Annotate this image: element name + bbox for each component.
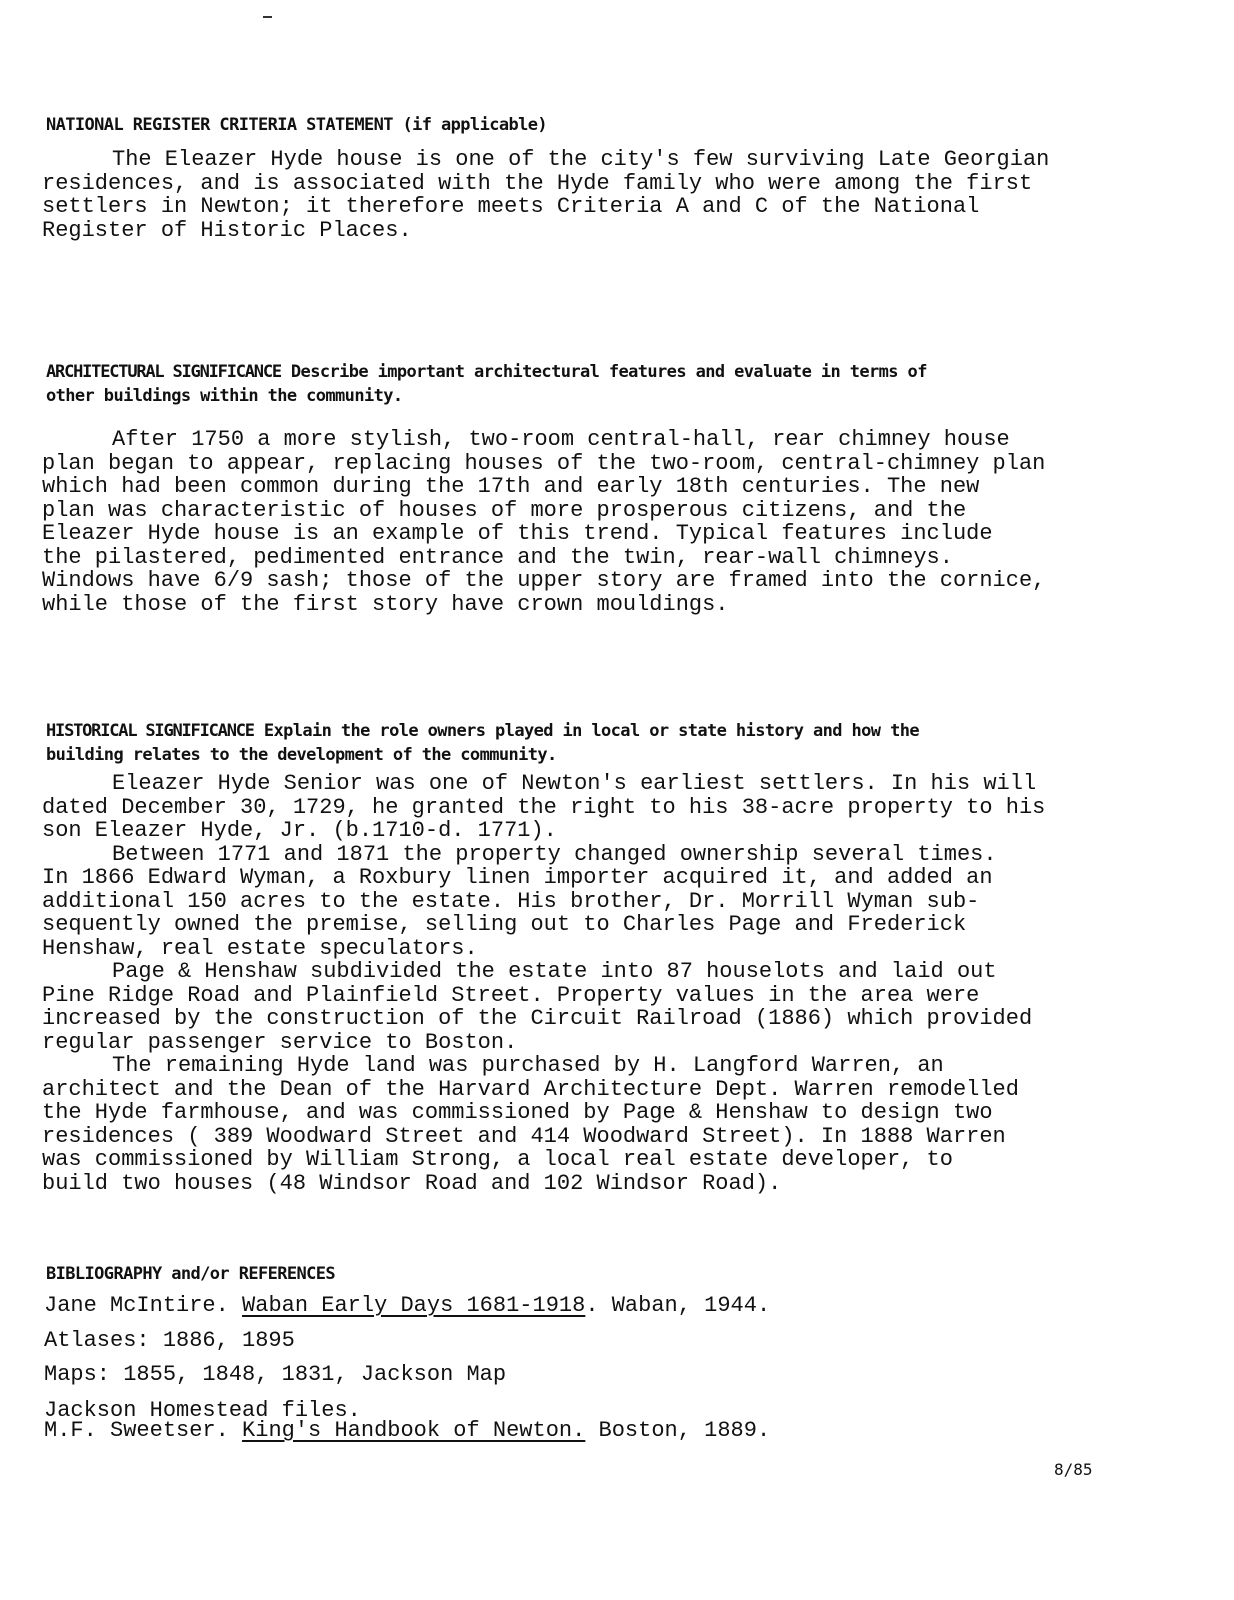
text-line: Henshaw, real estate speculators. [42,935,478,961]
reference-entry: Maps: 1855, 1848, 1831, Jackson Map [44,1362,507,1387]
text-line: residences ( 389 Woodward Street and 414 Woodward Street). In 1888 Warren [42,1123,1006,1149]
architectural-heading-instruction-cont: other buildings within the community. [46,386,403,406]
page-number: 8/85 [1054,1460,1093,1479]
bibliography-heading: BIBLIOGRAPHY and/or REFERENCES [46,1264,336,1284]
text-line: The Eleazer Hyde house is one of the city's few surviving Late Georgian [112,147,1050,172]
text-line: settlers in Newton; it therefore meets Criteria A and C of the National [42,194,980,219]
text-line: sequently owned the premise, selling out to Charles Page and Frederick [42,912,967,937]
reference-title: Waban Early Days 1681-1918 [242,1293,586,1318]
reference-details: Boston, 1889. [585,1418,771,1443]
text-line: residences, and is associated with the Hyde family who were among the first [42,170,1033,196]
text-line: regular passenger service to Boston. [42,1029,518,1055]
text-line: The remaining Hyde land was purchased by H. Langford Warren, an [112,1053,944,1078]
reference-title: King's Handbook of Newton. [242,1418,586,1443]
text-line: dated December 30, 1729, he granted the right to his 38-acre property to his [42,794,1046,820]
text-line: build two houses (48 Windsor Road and 102 Windsor Road). [42,1170,782,1196]
reference-entry [44,1418,770,1444]
reference-author: M.F. Sweetser. [44,1418,243,1443]
architectural-heading-label: ARCHITECTURAL SIGNIFICANCE [46,362,281,382]
text-line: the Hyde farmhouse, and was commissioned by Page & Henshaw to design two [42,1100,993,1125]
text-line: architect and the Dean of the Harvard Architecture Dept. Warren remodelled [42,1076,1019,1102]
criteria-heading: NATIONAL REGISTER CRITERIA STATEMENT (if applicable) [46,115,548,135]
historical-heading-label: HISTORICAL SIGNIFICANCE [46,721,254,741]
text-line: Between 1771 and 1871 the property changed ownership several times. [112,841,997,867]
text-line: additional 150 acres to the estate. His brother, Dr. Morrill Wyman sub- [42,888,980,914]
text-line: Page & Henshaw subdivided the estate into 87 houselots and laid out [112,959,997,984]
architectural-text [42,428,1045,616]
text-line: son Eleazer Hyde, Jr. (b.1710-d. 1771). [42,818,557,843]
text-line: the pilastered, pedimented entrance and the twin, rear-wall chimneys. [42,544,953,570]
text-line: plan began to appear, replacing houses of the two-room, central-chimney plan [42,450,1046,476]
historical-heading [46,719,919,767]
historical-heading-instruction-cont: building relates to the development of the community. [46,745,557,765]
text-line: plan was characteristic of houses of more prosperous citizens, and the [42,497,967,523]
text-line: increased by the construction of the Circuit Railroad (1886) which provided [42,1006,1033,1031]
architectural-heading-instruction: Describe important architectural features and evaluate in terms of [290,362,927,382]
text-line: while those of the first story have crown mouldings. [42,591,729,617]
text-line: Windows have 6/9 sash; those of the upper story are framed into the cornice, [42,568,1046,593]
text-line: Eleazer Hyde house is an example of this trend. Typical features include [42,521,993,546]
text-line: After 1750 a more stylish, two-room central-hall, rear chimney house [112,427,1010,452]
reference-author: Jane McIntire. [44,1293,243,1318]
reference-entry [44,1293,770,1319]
text-line: was commissioned by William Strong, a local real estate developer, to [42,1147,953,1172]
text-line: which had been common during the 17th and early 18th centuries. The new [42,474,980,499]
reference-entry: Jackson Homestead files. [44,1398,361,1423]
reference-details: . Waban, 1944. [585,1293,771,1318]
text-line: Pine Ridge Road and Plainfield Street. Property values in the area were [42,982,980,1008]
text-line: Register of Historic Places. [42,217,412,243]
historical-text [42,772,1045,1195]
reference-entry: Atlases: 1886, 1895 [44,1328,295,1353]
scan-mark [263,16,272,18]
architectural-heading [46,360,927,408]
historical-heading-instruction: Explain the role owners played in local or state history and how the [263,721,919,741]
text-line: Eleazer Hyde Senior was one of Newton's earliest settlers. In his will [112,771,1037,796]
text-line: In 1866 Edward Wyman, a Roxbury linen importer acquired it, and added an [42,865,993,890]
criteria-text [42,148,1049,242]
